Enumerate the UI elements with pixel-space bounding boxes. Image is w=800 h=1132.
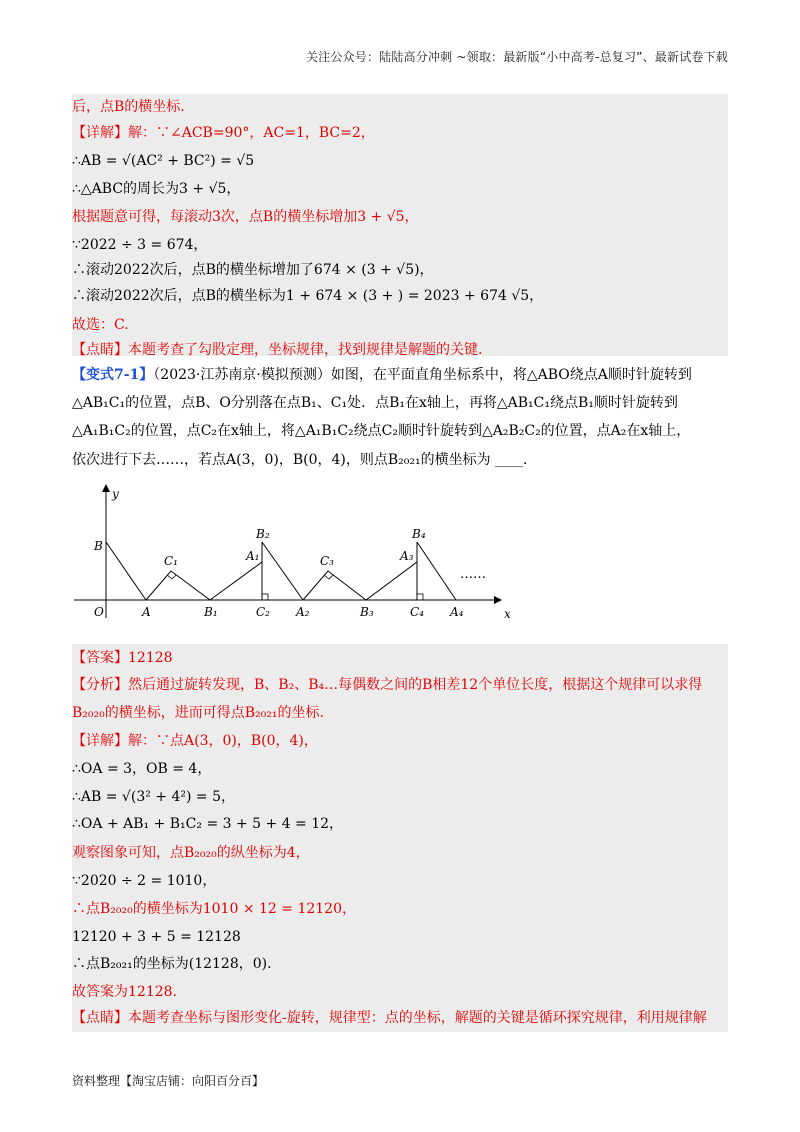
label-B1: B₁	[204, 605, 218, 619]
triangle-A4B4C4	[417, 542, 456, 600]
text-line: 观察图象可知，点B₂₀₂₀的纵坐标为4，	[72, 845, 310, 861]
detail-heading: 【详解】解：∵∠ACB=90°，AC=1，BC=2，	[72, 125, 375, 141]
triangle-A2B3C3	[303, 571, 366, 600]
label-C1: C₁	[164, 554, 178, 568]
label-A2: A₂	[296, 605, 310, 619]
text-line: ∴OA + AB₁ + B₁C₂ = 3 + 5 + 4 = 12，	[72, 816, 344, 832]
right-angle-c3	[324, 575, 333, 579]
right-angle-c4	[417, 594, 423, 600]
text-line: ∴滚动2022次后，点B的横坐标增加了674 × (3 + √5)，	[72, 262, 434, 278]
text-line: 12120 + 3 + 5 = 12128	[72, 929, 241, 945]
label-y: y	[112, 487, 119, 501]
label-x: x	[504, 607, 511, 621]
rotation-figure	[60, 480, 530, 630]
comment-line: 【点睛】本题考查了勾股定理，坐标规律，找到规律是解题的关键.	[72, 342, 483, 358]
text-line: ∴△ABC的周长为3 + √5，	[72, 181, 241, 197]
problem-line-1	[72, 365, 728, 385]
right-angle-c1	[167, 575, 176, 579]
label-A3: A₃	[400, 549, 414, 563]
comment-line: 【点睛】本题考查坐标与图形变化-旋转，规律型：点的坐标，解题的关键是循环探究规律，利用规律解	[72, 1010, 707, 1026]
triangle-AB1C1	[146, 571, 210, 600]
right-angle-c2	[262, 594, 268, 600]
label-B4: B₄	[412, 527, 426, 541]
text-line: ∴OA = 3，OB = 4，	[72, 761, 212, 777]
text-line: ∴AB = √(3² + 4²) = 5，	[72, 789, 235, 805]
label-B2: B₂	[256, 527, 270, 541]
problem-text: （2023·江苏南京·模拟预测）如图，在平面直角坐标系中，将△ABO绕点A顺时针旋转到	[153, 367, 692, 383]
problem-line: △AB₁C₁的位置，点B、O分别落在点B₁、C₁处．点B₁在x轴上，再将△AB₁C₁绕点B₁顺时针旋转到	[72, 395, 678, 411]
text-line: 故答案为12128.	[72, 984, 177, 1000]
label-C4: C₄	[410, 605, 424, 619]
text-line: ∵2022 ÷ 3 = 674，	[72, 237, 208, 253]
label-B: B	[94, 539, 103, 553]
label-ellipsis: ……	[460, 567, 486, 582]
text-line: ∴滚动2022次后，点B的横坐标为1 + 674 × (3 + ) = 2023 + 674 √5，	[72, 288, 544, 304]
triangle-A3B3C4	[366, 562, 417, 600]
text-line: ∴点B₂₀₂₀的横坐标为1010 × 12 = 12120，	[72, 901, 356, 917]
label-C2: C₂	[256, 605, 270, 619]
variant-tag: 【变式7-1】	[72, 367, 154, 383]
text-line: ∵2020 ÷ 2 = 1010，	[72, 873, 217, 889]
label-O: O	[94, 605, 104, 619]
page-header: 关注公众号：陆陆高分冲刺 ~领取：最新版“小中高考-总复习”、最新试卷下载	[305, 50, 728, 64]
page-footer: 资料整理【淘宝店铺：向阳百分百】	[72, 1074, 265, 1088]
analysis-line: B₂₀₂₀的横坐标，进而可得点B₂₀₂₁的坐标.	[72, 705, 324, 721]
label-A4: A₄	[450, 605, 464, 619]
text-line: 根据题意可得，每滚动3次，点B的横坐标增加3 + √5，	[72, 209, 419, 225]
triangle-ABO	[106, 542, 146, 600]
answer-line: 【答案】12128	[72, 650, 173, 666]
label-C3: C₃	[320, 554, 334, 568]
label-B3: B₃	[360, 605, 374, 619]
text-line: ∴AB = √(AC² + BC²) = √5	[72, 153, 255, 169]
triangle-A1B1C2	[210, 562, 262, 600]
analysis-line: 【分析】然后通过旋转发现，B、B₂、B₄…每偶数之间的B相差12个单位长度，根据这个规律可以求得	[72, 677, 703, 693]
problem-line: 依次进行下去……，若点A(3，0)，B(0，4)，则点B₂₀₂₁的横坐标为 ____.	[72, 452, 528, 468]
label-A: A	[142, 605, 151, 619]
triangle-A2B2C2	[262, 542, 303, 600]
problem-line: △A₁B₁C₂的位置，点C₂在x轴上，将△A₁B₁C₂绕点C₂顺时针旋转到△A₂B₂C₂的位置，点A₂在x轴上，	[72, 423, 691, 439]
text-line: 后，点B的横坐标.	[72, 99, 185, 115]
label-A1: A₁	[246, 549, 260, 563]
text-line: 故选：C.	[72, 317, 129, 333]
detail-heading: 【详解】解：∵点A(3，0)，B(0，4)，	[72, 733, 318, 749]
text-line: ∴点B₂₀₂₁的坐标为(12128，0).	[72, 956, 272, 972]
